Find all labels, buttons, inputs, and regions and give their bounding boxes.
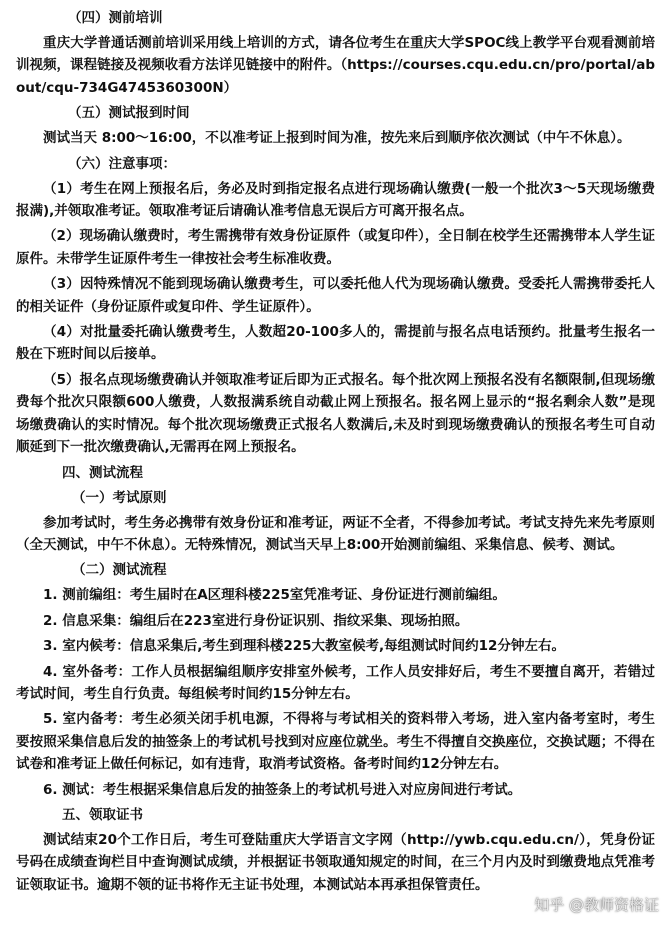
procedure-step: 3. 室内候考：信息采集后,考生到理科楼225大教室候考,每组测试时间约12分钟左右。 <box>43 638 565 655</box>
certificate-paragraph: 测试结束20个工作日后，考生可登陆重庆大学语言文字网（http://ywb.cqu.edu.cn/），凭身份证号码在成绩查询栏目中查询测试成绩，并根据证书领取通知规定的时间，在三个月内及时到缴费地点凭准考证领取证书。逾期不领的证书将作无主证书处理，本测试站本再承担保管责任。 <box>16 831 655 893</box>
chapter-heading-test-process: 四、测试流程 <box>62 464 143 481</box>
zhihu-watermark: 知乎 @教师资格证 <box>534 896 659 914</box>
note-item: （1）考生在网上预报名后，务必及时到指定报名点进行现场确认缴费(一般一个批次3～5天现场缴费报满),并领取准考证。领取准考证后请确认准考信息无误后方可离开报名点。 <box>16 180 655 220</box>
chapter-heading-certificate: 五、领取证书 <box>62 806 143 823</box>
subsection-heading-procedure: （二）测试流程 <box>72 562 167 579</box>
report-time-paragraph: 测试当天 8:00～16:00，不以准考证上报到时间为准，按先来后到顺序依次测试（中午不休息）。 <box>43 130 631 147</box>
note-item: （2）现场确认缴费时，考生需携带有效身份证原件（或复印件），全日制在校学生还需携带本人学生证原件。未带学生证原件考生一律按社会考生标准收费。 <box>16 228 655 267</box>
section-heading-report-time: （五）测试报到时间 <box>68 105 190 122</box>
section-heading-notes: （六）注意事项： <box>68 155 176 172</box>
procedure-step: 2. 信息采集：编组后在223室进行身份证识别、指纹采集、现场拍照。 <box>43 612 469 629</box>
procedure-step: 1. 测前编组：考生届时在A区理科楼225室凭准考证、身份证进行测前编组。 <box>43 587 506 604</box>
note-item: （3）因特殊情况不能到现场确认缴费考生，可以委托他人代为现场确认缴费。受委托人需携带委托人的相关证件（身份证原件或复印件、学生证原件）。 <box>16 276 655 315</box>
procedure-step: 5. 室内备考：考生必须关闭手机电源，不得将与考试相关的资料带入考场，进入室内备考室时，考生要按照采集信息后发的抽签条上的考试机号找到对应座位就坐。考生不得擅自交换座位，交换试题；不得在试卷和准考证上做任何标记，如有违背，取消考试资格。备考时间约12分钟左右。 <box>16 711 655 773</box>
principles-paragraph: 参加考试时，考生务必携带有效身份证和准考证，两证不全者，不得参加考试。考试支持先来先考原则（全天测试，中午不休息）。无特殊情况，测试当天早上8:00开始测前编组、采集信息、候考、测试。 <box>16 514 655 553</box>
section-heading-training: （四）测前培训 <box>68 10 163 26</box>
procedure-step: 4. 室外备考：工作人员根据编组顺序安排室外候考，工作人员安排好后，考生不要擅自离开，若错过考试时间，考生自行负责。每组候考时间约15分钟左右。 <box>16 663 655 702</box>
procedure-step: 6. 测试：考生根据采集信息后发的抽签条上的考试机号进入对应房间进行考试。 <box>43 781 522 798</box>
training-paragraph: 重庆大学普通话测前培训采用线上培训的方式，请各位考生在重庆大学SPOC线上教学平台观看测前培训视频，课程链接及视频收看方法详见链接中的附件。（https://courses.cqu.edu.cn/pro/portal/about/cqu-734G4745360300N） <box>16 35 655 96</box>
note-item: （5）报名点现场缴费确认并领取准考证后即为正式报名。每个批次网上预报名没有名额限制,但现场缴费每个批次只限额600人缴费，人数报满系统自动截止网上预报名。报名网上显示的“报名剩余人数”是现场缴费确认的实时情况。每个批次现场缴费正式报名人数满后,未及时到现场缴费确认的预报名考生可自动顺延到下一批次缴费确认,无需再在网上预报名。 <box>16 371 655 456</box>
subsection-heading-principles: （一）考试原则 <box>72 489 167 506</box>
note-item: （4）对批量委托确认缴费考生，人数超20-100多人的，需提前与报名点电话预约。批量考生报名一般在下班时间以后接单。 <box>16 324 655 363</box>
